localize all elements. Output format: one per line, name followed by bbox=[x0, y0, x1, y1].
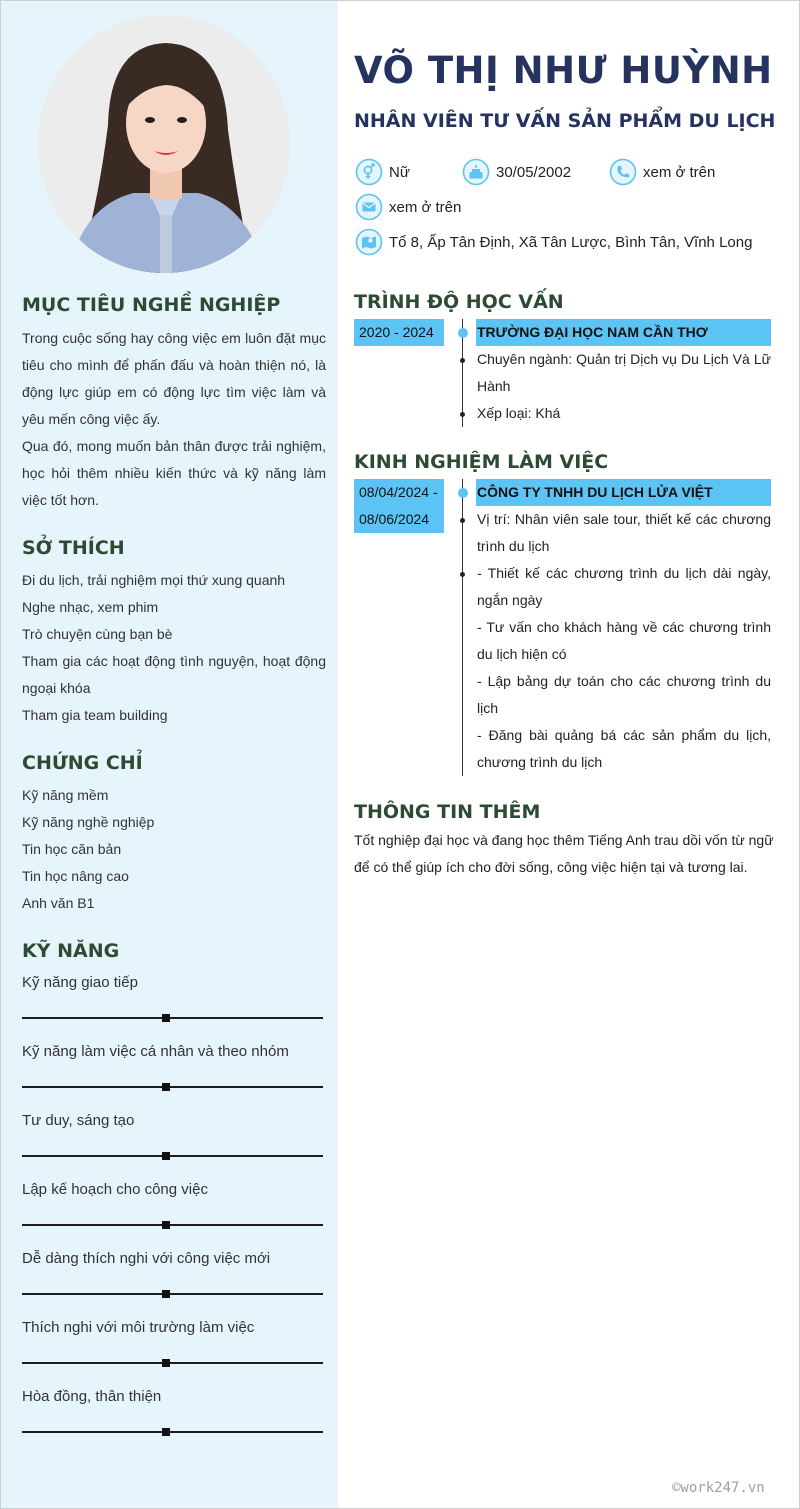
timeline-dot bbox=[460, 572, 465, 577]
objective-paragraph: Trong cuộc sống hay công việc em luôn đặt mục tiêu cho mình để phấn đấu và hoàn thiện nó, là động lực giúp em có động lực tìm việc làm và yêu mến công việc ấy. bbox=[22, 330, 326, 427]
address-value: Tổ 8, Ấp Tân Định, Xã Tân Lược, Bình Tân, Vĩnh Long bbox=[389, 233, 753, 251]
contact-gender bbox=[355, 157, 410, 187]
additional-title: THÔNG TIN THÊM bbox=[354, 801, 541, 823]
skill-name: Kỹ năng giao tiếp bbox=[22, 974, 138, 991]
contact-birthday bbox=[462, 157, 571, 187]
cake-icon bbox=[462, 158, 490, 186]
phone-value: xem ở trên bbox=[643, 163, 716, 181]
list-item: Kỹ năng nghề nghiệp bbox=[22, 814, 155, 830]
skill-slider-track bbox=[22, 1293, 323, 1295]
timeline-marker bbox=[458, 328, 468, 338]
list-item: Kỹ năng mềm bbox=[22, 787, 109, 803]
skill-slider-knob[interactable] bbox=[162, 1290, 170, 1298]
skill-slider-track bbox=[22, 1086, 323, 1088]
list-item: Đi du lịch, trải nghiệm mọi thứ xung quanh bbox=[22, 572, 286, 588]
timeline-dot bbox=[460, 518, 465, 523]
skill-item bbox=[22, 973, 324, 1033]
skill-slider-track bbox=[22, 1017, 323, 1019]
skill-slider-track bbox=[22, 1431, 323, 1433]
skill-slider-knob[interactable] bbox=[162, 1221, 170, 1229]
mail-icon bbox=[355, 193, 383, 221]
skill-name: Dễ dàng thích nghi với công việc mới bbox=[22, 1250, 271, 1267]
skill-name: Lập kế hoạch cho công việc bbox=[22, 1181, 208, 1198]
experience-period bbox=[354, 479, 444, 533]
list-item: Tin học căn bản bbox=[22, 841, 122, 857]
email-value: xem ở trên bbox=[389, 198, 462, 216]
timeline-marker bbox=[458, 488, 468, 498]
skill-name: Thích nghi với môi trường làm việc bbox=[22, 1319, 255, 1336]
job-title: NHÂN VIÊN TƯ VẤN SẢN PHẨM DU LỊCH bbox=[354, 110, 776, 132]
list-item: Tham gia các hoạt động tình nguyện, hoạt động ngoại khóa bbox=[22, 653, 326, 696]
watermark: ©work247.vn bbox=[672, 1480, 765, 1496]
experience-line: - Thiết kế các chương trình du lịch dài ngày, ngắn ngày bbox=[477, 565, 771, 608]
list-item: Nghe nhạc, xem phim bbox=[22, 599, 159, 615]
skill-item bbox=[22, 1318, 324, 1378]
education-title: TRÌNH ĐỘ HỌC VẤN bbox=[354, 291, 564, 313]
school-name: TRƯỜNG ĐẠI HỌC NAM CẦN THƠ bbox=[476, 319, 771, 346]
company-name: CÔNG TY TNHH DU LỊCH LỬA VIỆT bbox=[476, 479, 771, 506]
skill-name: Hòa đồng, thân thiện bbox=[22, 1388, 162, 1405]
experience-details bbox=[477, 506, 771, 776]
sidebar bbox=[1, 1, 338, 1508]
skill-slider-track bbox=[22, 1155, 323, 1157]
experience-line: - Tư vấn cho khách hàng về các chương trình du lịch hiện có bbox=[477, 619, 771, 662]
hobbies-title: SỞ THÍCH bbox=[22, 537, 125, 559]
education-line: Chuyên ngành: Quản trị Dịch vụ Du Lịch Và Lữ Hành bbox=[477, 351, 771, 394]
skill-item bbox=[22, 1387, 324, 1447]
avatar bbox=[38, 15, 290, 273]
skill-item bbox=[22, 1042, 324, 1102]
skill-slider-knob[interactable] bbox=[162, 1152, 170, 1160]
timeline-dot bbox=[460, 412, 465, 417]
skills-title: KỸ NĂNG bbox=[22, 940, 120, 962]
experience-title: KINH NGHIỆM LÀM VIỆC bbox=[354, 451, 609, 473]
skill-item bbox=[22, 1111, 324, 1171]
contact-email bbox=[355, 192, 461, 222]
education-details bbox=[477, 346, 771, 427]
education-line: Xếp loại: Khá bbox=[477, 405, 561, 421]
experience-line: Vị trí: Nhân viên sale tour, thiết kế các chương trình du lịch bbox=[477, 511, 771, 554]
experience-period-start: 08/04/2024 - bbox=[359, 484, 438, 500]
experience-timeline bbox=[462, 479, 463, 776]
skill-slider-knob[interactable] bbox=[162, 1083, 170, 1091]
objective-paragraph: Qua đó, mong muốn bản thân được trải nghiệm, học hỏi thêm nhiều kiến thức và kỹ năng làm việc tốt hơn. bbox=[22, 438, 326, 508]
candidate-name: VÕ THỊ NHƯ HUỲNH bbox=[354, 49, 773, 92]
skill-slider-track bbox=[22, 1362, 323, 1364]
experience-period-end: 08/06/2024 bbox=[359, 511, 430, 527]
list-item: Tin học nâng cao bbox=[22, 868, 129, 884]
skill-slider-knob[interactable] bbox=[162, 1014, 170, 1022]
map-icon bbox=[355, 228, 383, 256]
skill-slider-track bbox=[22, 1224, 323, 1226]
hobbies-list bbox=[22, 567, 326, 729]
contact-phone bbox=[609, 157, 715, 187]
experience-line: - Lập bảng dự toán cho các chương trình du lịch bbox=[477, 673, 771, 716]
gender-value: Nữ bbox=[389, 163, 410, 181]
education-period: 2020 - 2024 bbox=[354, 319, 444, 346]
list-item: Trò chuyện cùng bạn bè bbox=[22, 626, 173, 642]
avatar-photo bbox=[38, 15, 290, 273]
phone-icon bbox=[609, 158, 637, 186]
skill-item bbox=[22, 1249, 324, 1309]
gender-icon bbox=[355, 158, 383, 186]
skill-slider-knob[interactable] bbox=[162, 1359, 170, 1367]
list-item: Tham gia team building bbox=[22, 707, 168, 723]
certificates-list bbox=[22, 782, 326, 917]
skill-name: Tư duy, sáng tạo bbox=[22, 1112, 135, 1129]
objective-text bbox=[22, 325, 326, 514]
contact-address bbox=[355, 227, 752, 257]
skill-item bbox=[22, 1180, 324, 1240]
skill-name: Kỹ năng làm việc cá nhân và theo nhóm bbox=[22, 1043, 289, 1060]
certificates-title: CHỨNG CHỈ bbox=[22, 752, 143, 774]
experience-line: - Đăng bài quảng bá các sản phẩm du lịch, chương trình du lịch bbox=[477, 727, 771, 770]
birthday-value: 30/05/2002 bbox=[496, 163, 572, 181]
skill-slider-knob[interactable] bbox=[162, 1428, 170, 1436]
list-item: Anh văn B1 bbox=[22, 895, 95, 911]
timeline-dot bbox=[460, 358, 465, 363]
additional-text: Tốt nghiệp đại học và đang học thêm Tiếng Anh trau dồi vốn từ ngữ để có thể giúp ích cho đời sống, công việc hiện tại và tương lai. bbox=[354, 832, 774, 875]
objective-title: MỤC TIÊU NGHỀ NGHIỆP bbox=[22, 294, 281, 316]
